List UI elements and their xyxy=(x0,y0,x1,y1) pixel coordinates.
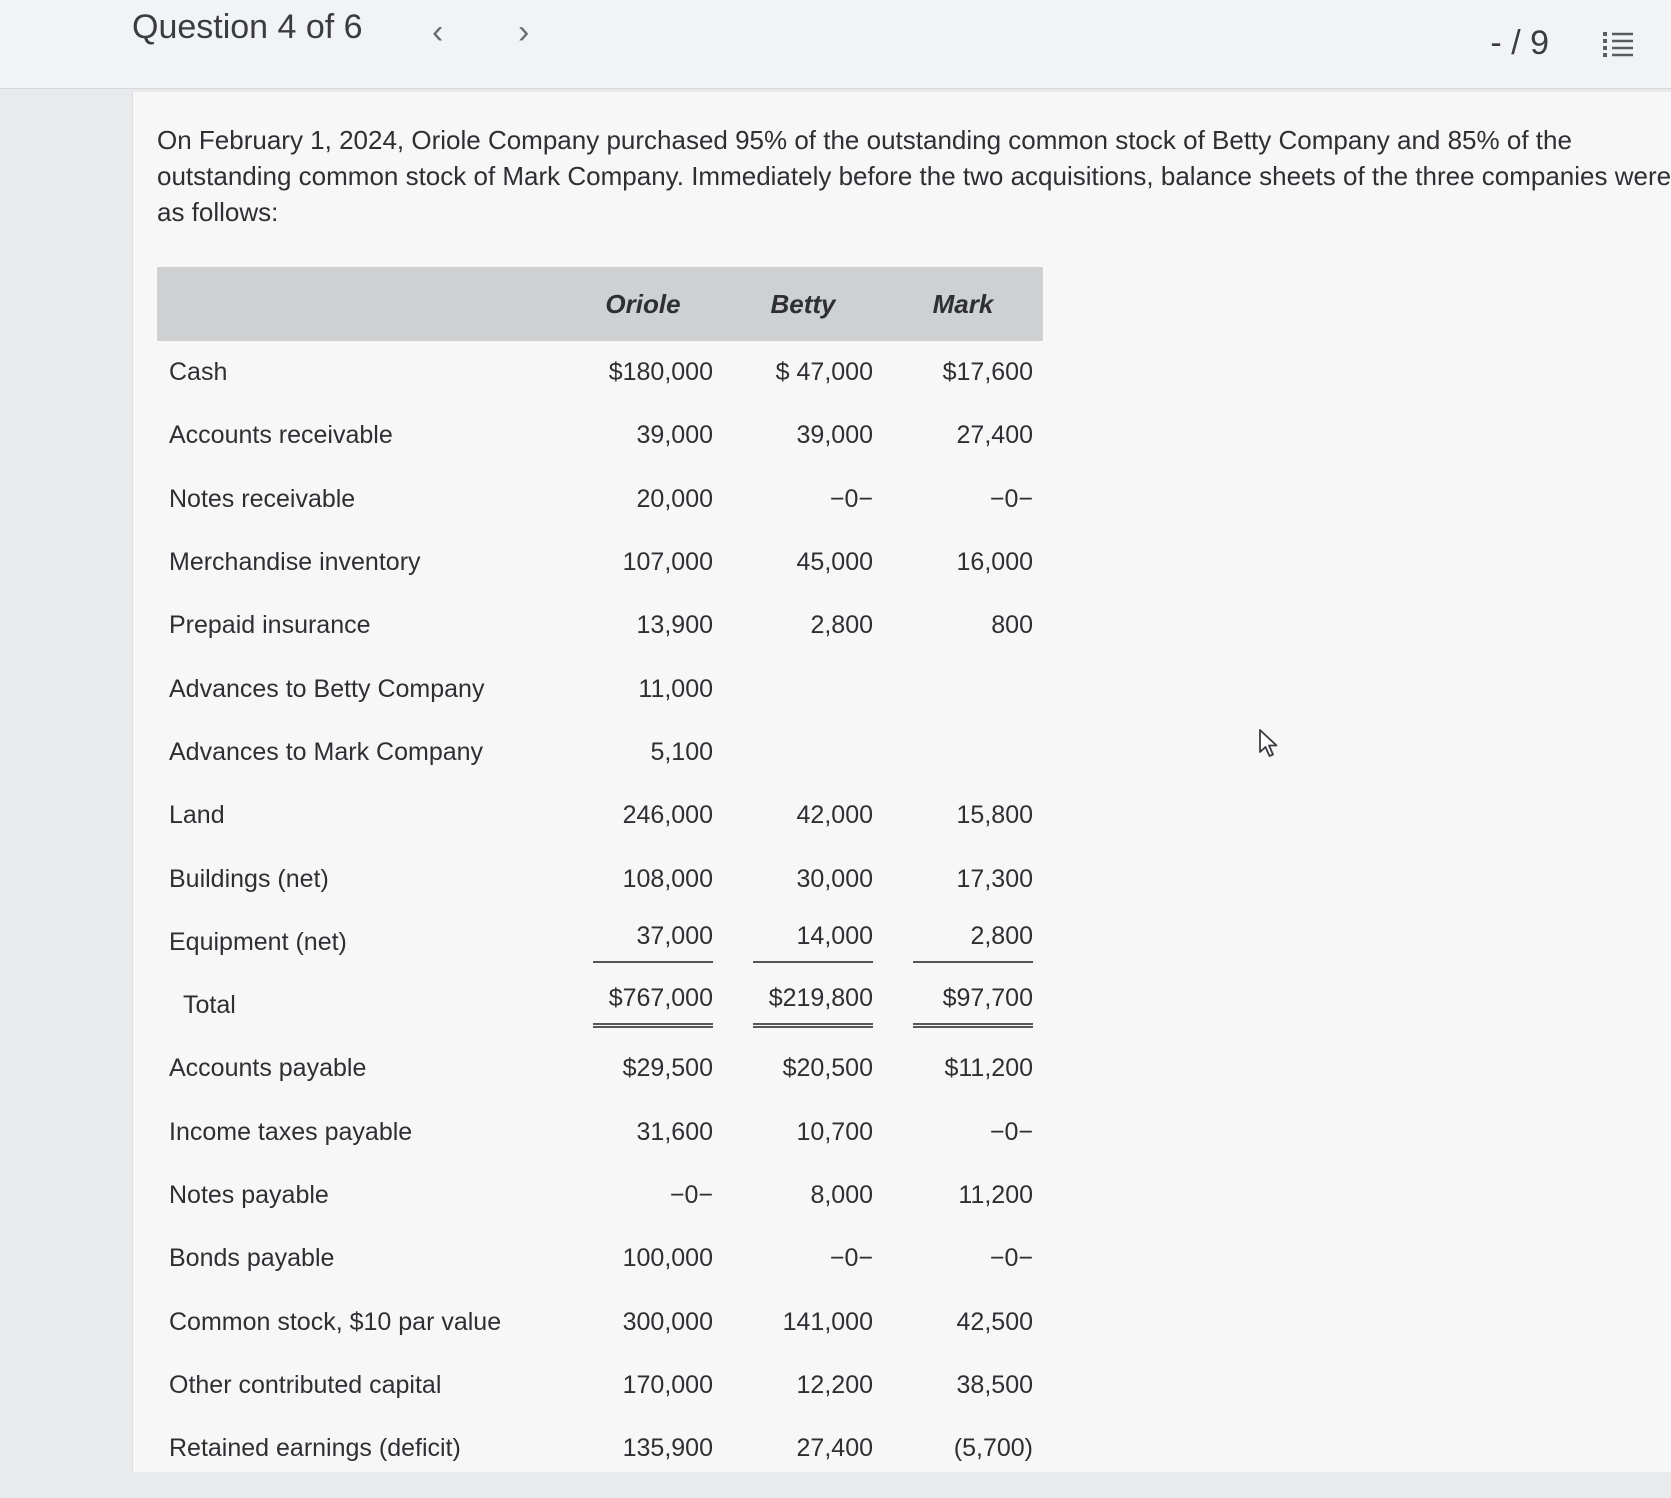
row-label: Land xyxy=(169,801,225,830)
table-row xyxy=(157,847,1043,910)
table-row xyxy=(157,468,1043,531)
cell-value: 2,800 xyxy=(810,611,873,640)
row-label: Equipment (net) xyxy=(169,927,347,956)
question-body xyxy=(132,92,1671,1472)
row-label: Notes payable xyxy=(169,1181,329,1209)
chevron-right-icon[interactable]: › xyxy=(518,13,530,51)
cell-value: −0− xyxy=(989,1244,1033,1273)
question-list-icon[interactable] xyxy=(1601,28,1635,62)
cell-value: 15,800 xyxy=(956,801,1033,830)
cell-value: $20,500 xyxy=(782,1054,873,1083)
cell-value: 31,600 xyxy=(636,1117,713,1146)
row-label: Advances to Mark Company xyxy=(169,737,484,766)
row-label: Buildings (net) xyxy=(169,864,329,893)
cell-value: $97,700 xyxy=(913,984,1033,1028)
row-label: Merchandise inventory xyxy=(169,548,421,577)
row-label: Income taxes payable xyxy=(169,1117,413,1146)
cell-value: $219,800 xyxy=(753,984,873,1028)
cell-value: 38,500 xyxy=(956,1370,1033,1399)
cell-value: 42,000 xyxy=(796,801,873,830)
cell-value: 39,000 xyxy=(796,421,873,450)
cell-value: 135,900 xyxy=(622,1434,713,1463)
row-label: Accounts payable xyxy=(169,1054,367,1083)
cell-value: 170,000 xyxy=(622,1370,713,1399)
mouse-pointer-icon xyxy=(1258,728,1280,758)
cell-value: 11,000 xyxy=(638,674,713,703)
question-counter: Question 4 of 6 xyxy=(132,8,363,46)
cell-value: $767,000 xyxy=(593,984,713,1028)
table-row xyxy=(157,1354,1043,1417)
balance-sheet-table xyxy=(157,267,1043,1480)
row-label: Cash xyxy=(169,358,228,387)
cell-value: 30,000 xyxy=(796,864,873,893)
cell-value: 42,500 xyxy=(956,1307,1033,1336)
question-prompt xyxy=(157,122,1671,230)
cell-value: 14,000 xyxy=(753,922,873,963)
row-label: Prepaid insurance xyxy=(169,611,371,640)
cell-value: 8,000 xyxy=(810,1181,873,1209)
prompt-line: On February 1, 2024, Oriole Company purchased 95% of the outstanding common stock of Betty Company and 85% of the xyxy=(157,125,1572,155)
cell-value: 108,000 xyxy=(622,864,713,893)
score-display: - / 9 xyxy=(1490,24,1549,62)
table-row xyxy=(157,1164,1043,1227)
row-label: Advances to Betty Company xyxy=(169,674,485,703)
cell-value: 16,000 xyxy=(956,548,1033,577)
cell-value: $17,600 xyxy=(942,358,1033,387)
column-header-betty: Betty xyxy=(723,267,883,341)
row-label: Accounts receivable xyxy=(169,421,393,450)
cell-value: 45,000 xyxy=(796,548,873,577)
prompt-line: outstanding common stock of Mark Company. Immediately before the two acquisitions, balance sheets of the three companies were xyxy=(157,161,1671,191)
row-label: Retained earnings (deficit) xyxy=(169,1434,461,1463)
table-row xyxy=(157,531,1043,594)
table-row xyxy=(157,1417,1043,1480)
cell-value: −0− xyxy=(989,484,1033,513)
row-label: Bonds payable xyxy=(169,1244,335,1273)
cell-value: 39,000 xyxy=(636,421,713,450)
cell-value: $180,000 xyxy=(608,358,713,387)
table-row xyxy=(157,594,1043,657)
cell-value: 800 xyxy=(991,611,1033,640)
table-row xyxy=(157,1101,1043,1164)
cell-value: −0− xyxy=(989,1117,1033,1146)
cell-value: 300,000 xyxy=(622,1307,713,1336)
table-row xyxy=(157,721,1043,784)
header-blank xyxy=(157,267,563,341)
table-row xyxy=(157,1290,1043,1353)
table-row xyxy=(157,404,1043,467)
column-header-oriole: Oriole xyxy=(563,267,723,341)
cell-value: $29,500 xyxy=(622,1054,713,1083)
column-header-mark: Mark xyxy=(883,267,1043,341)
cell-value: −0− xyxy=(829,1244,873,1273)
total-row xyxy=(157,974,1043,1037)
cell-value: (5,700) xyxy=(953,1434,1033,1463)
cell-value: 11,200 xyxy=(958,1181,1033,1209)
cell-value: 107,000 xyxy=(622,548,713,577)
table-row xyxy=(157,341,1043,404)
cell-value: 100,000 xyxy=(622,1244,713,1273)
question-header xyxy=(0,0,1671,89)
table-row xyxy=(157,1037,1043,1100)
cell-value: 12,200 xyxy=(796,1370,873,1399)
cell-value: 17,300 xyxy=(956,864,1033,893)
cell-value: −0− xyxy=(829,484,873,513)
cell-value: 10,700 xyxy=(796,1117,873,1146)
cell-value: 37,000 xyxy=(593,922,713,963)
cell-value: 246,000 xyxy=(622,801,713,830)
cell-value: $11,200 xyxy=(944,1054,1033,1083)
cell-value: $ 47,000 xyxy=(775,358,873,387)
table-row xyxy=(157,784,1043,847)
chevron-left-icon[interactable]: ‹ xyxy=(432,13,444,51)
table-row xyxy=(157,1227,1043,1290)
cell-value: 5,100 xyxy=(650,737,713,766)
row-label: Notes receivable xyxy=(169,484,356,513)
prompt-line: as follows: xyxy=(157,197,279,227)
cell-value: 27,400 xyxy=(956,421,1033,450)
table-row xyxy=(157,911,1043,974)
cell-value: −0− xyxy=(669,1181,713,1209)
row-label: Other contributed capital xyxy=(169,1370,442,1399)
table-row xyxy=(157,657,1043,720)
cell-value: 20,000 xyxy=(636,484,713,513)
cell-value: 2,800 xyxy=(913,922,1033,963)
row-label: Total xyxy=(183,991,236,1020)
cell-value: 141,000 xyxy=(782,1307,873,1336)
row-label: Common stock, $10 par value xyxy=(169,1307,502,1336)
cell-value: 13,900 xyxy=(636,611,713,640)
table-header-row xyxy=(157,267,1043,341)
cell-value: 27,400 xyxy=(796,1434,873,1463)
